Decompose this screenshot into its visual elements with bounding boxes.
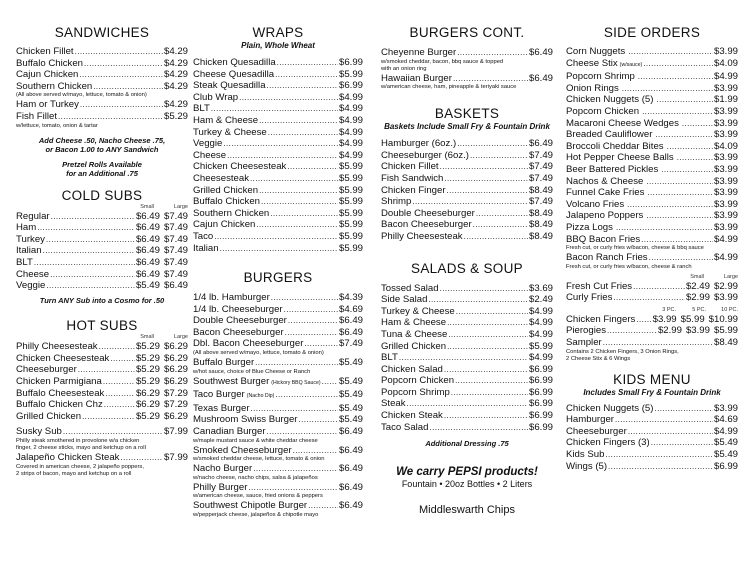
- menu-item: Shrimp ..... $7.49: [381, 196, 553, 208]
- add-cheese-note: Add Cheese .50, Nacho Cheese .75,: [38, 135, 166, 145]
- menu-item: Fish Sandwich ..... $7.49: [381, 173, 553, 185]
- menu-item: Chicken Nuggets (5) ..... $1.99: [566, 94, 738, 106]
- menu-item: Chicken Cheesesteak ..... $5.29 $6.29: [16, 353, 188, 365]
- piece-labels: 3 PC. 5 PC. 10 PC.: [662, 306, 738, 313]
- menu-item: Chicken Nuggets (5) ..... $3.99: [566, 403, 738, 415]
- menu-item: Funnel Cake Fries ..... $3.99: [566, 187, 738, 199]
- item-description: finger, 2 cheese sticks, mayo and ketchup on a roll: [16, 444, 146, 451]
- column-4: [566, 26, 738, 472]
- menu-item: Taco Burger (Nacho Dip) ..... $5.49: [193, 389, 363, 403]
- item-description: Philly steak smothered in provolone w/a chicken: [16, 437, 140, 444]
- sandwich-mayo-note: (All above served w/mayo, lettuce, tomato & onion): [16, 92, 147, 99]
- menu-item: Steak ..... $6.99: [381, 398, 553, 410]
- menu-item: Nachos & Cheese ..... $3.99: [566, 176, 738, 188]
- kids-menu-title: KIDS MENU: [613, 371, 691, 387]
- pepsi-promo: We carry PEPSI products!: [396, 465, 538, 478]
- menu-item: Chicken Steak ..... $6.99: [381, 410, 553, 422]
- menu-item: Ham ..... $6.49 $7.49: [16, 222, 188, 234]
- menu-item: Fresh Cut Fries ..... $2.49 $2.99: [566, 281, 738, 293]
- chips-promo: Middleswarth Chips: [419, 503, 515, 516]
- menu-item: Chicken Fingers ..... $3.99 $5.99 $10.99: [566, 314, 738, 326]
- menu-item: Ham or Turkey ..... $4.29: [16, 99, 188, 111]
- item-description: Covered in american cheese, 2 jalapeño poppers,: [16, 463, 144, 470]
- menu-item: Volcano Fries ..... $3.99: [566, 199, 738, 211]
- item-description: w/american cheese, sauce, fried onions & peppers: [193, 493, 323, 500]
- menu-item: Corn Nuggets ..... $3.99: [566, 46, 738, 58]
- menu-item: Curly Fries ..... $2.99 $3.99: [566, 292, 738, 304]
- menu-item: 1/4 lb. Hamburger ..... $4.39: [193, 292, 363, 304]
- hot-subs-title: HOT SUBS: [66, 318, 138, 334]
- menu-item: Southwest Chipotle Burger ..... $6.49: [193, 500, 363, 512]
- item-description: w/smoked cheddar cheese, lettuce, tomato & onion: [193, 456, 325, 463]
- menu-item: Nacho Burger ..... $6.49: [193, 463, 363, 475]
- menu-item: 1/4 lb. Cheeseburger ..... $4.69: [193, 304, 363, 316]
- pretzel-note: Pretzel Rolls Available: [62, 159, 142, 169]
- menu-item: Susky Sub ..... $7.99: [16, 426, 188, 438]
- menu-item: Breaded Cauliflower ..... $3.99: [566, 129, 738, 141]
- menu-item: Tuna & Cheese ..... $4.99: [381, 329, 553, 341]
- menu-item: Chicken Fillet ..... $7.49: [381, 161, 553, 173]
- menu-item: Cheese ..... $4.99: [193, 150, 363, 162]
- menu-item: Italian ..... $5.99: [193, 243, 363, 255]
- menu-item: Buffalo Cheesesteak ..... $6.29 $7.29: [16, 388, 188, 400]
- column-3: [381, 26, 553, 517]
- pepsi-sizes: Fountain • 20oz Bottles • 2 Liters: [401, 478, 533, 489]
- burgers-cont-title: BURGERS CONT.: [409, 25, 525, 40]
- menu-item: Chicken Fillet ..... $4.29: [16, 46, 188, 58]
- menu-item: Buffalo Burger ..... $5.49: [193, 357, 363, 369]
- burger-mayo-note: (All above served w/mayo, lettuce, tomato & onion): [193, 350, 324, 357]
- menu-item: Side Salad ..... $2.49: [381, 294, 553, 306]
- item-description: w/american cheese, ham, pineapple & teriyaki sauce: [381, 84, 517, 91]
- menu-item: Chicken Fingers (3) ..... $5.49: [566, 437, 738, 449]
- menu-item: Pierogies ..... $2.99 $3.99 $5.99: [566, 325, 738, 337]
- menu-item: BLT ..... $6.49 $7.49: [16, 257, 188, 269]
- item-description: w/hot sauce, choice of Blue Cheese or Ranch: [193, 368, 311, 375]
- menu-item: BBQ Bacon Fries ..... $4.99: [566, 234, 738, 246]
- menu-item: Turkey & Cheese ..... $4.99: [193, 127, 363, 139]
- menu-item: Bacon Ranch Fries ..... $4.99: [566, 252, 738, 264]
- menu-item: Grilled Chicken ..... $5.99: [381, 341, 553, 353]
- add-bacon-note: or Bacon 1.00 to ANY Sandwich: [45, 145, 159, 155]
- menu-item: Wings (5) ..... $6.99: [566, 461, 738, 473]
- menu-item: Buffalo Chicken Chz ..... $6.29 $7.29: [16, 399, 188, 411]
- menu-item: Chicken Salad ..... $6.99: [381, 364, 553, 376]
- menu-item: Ham & Cheese ..... $4.99: [193, 115, 363, 127]
- column-1: [16, 26, 188, 478]
- menu-item: Club Wrap ..... $4.99: [193, 92, 363, 104]
- menu-item: Cajun Chicken ..... $4.29: [16, 69, 188, 81]
- menu-item: Mushroom Swiss Burger ..... $5.49: [193, 414, 363, 426]
- menu-item: Tossed Salad ..... $3.69: [381, 283, 553, 295]
- pretzel-price-note: for an Additional .75: [66, 169, 138, 179]
- menu-item: Turkey ..... $6.49 $7.49: [16, 234, 188, 246]
- cold-subs-title: COLD SUBS: [61, 187, 143, 203]
- menu-item: Philly Cheesesteak ..... $5.29 $6.29: [16, 341, 188, 353]
- item-description: 2 Cheese Stix & 6 Wings: [566, 355, 631, 362]
- menu-item: Macaroni Cheese Wedges ..... $3.99: [566, 118, 738, 130]
- menu-item: Smoked Cheeseburger ..... $6.49: [193, 445, 363, 457]
- menu-item: Buffalo Chicken ..... $5.99: [193, 196, 363, 208]
- menu-item: Sampler ..... $8.49: [566, 337, 738, 349]
- item-description: Contains 2 Chicken Fingers, 3 Onion Rings,: [566, 348, 679, 355]
- menu-item: Cheese Stix (w/sauce) ..... $4.09: [566, 58, 738, 72]
- menu-item: Onion Rings ..... $3.99: [566, 83, 738, 95]
- menu-item: Popcorn Chicken ..... $3.99: [566, 106, 738, 118]
- side-orders-title: SIDE ORDERS: [603, 25, 701, 40]
- menu-item: Chicken Quesadilla ..... $6.99: [193, 57, 363, 69]
- menu-item: Double Cheeseburger ..... $8.49: [381, 208, 553, 220]
- menu-item: Veggie ..... $4.99: [193, 138, 363, 150]
- menu-item: Italian ..... $6.49 $7.49: [16, 245, 188, 257]
- menu-item: Philly Burger ..... $6.49: [193, 482, 363, 494]
- menu-item: Ham & Cheese ..... $4.99: [381, 317, 553, 329]
- size-labels: Small Large: [690, 273, 738, 280]
- menu-item: Chicken Cheesesteak ..... $5.99: [193, 161, 363, 173]
- menu-item: Hamburger (6oz.) ..... $6.49: [381, 138, 553, 150]
- menu-item: Regular ..... $6.49 $7.49: [16, 211, 188, 223]
- baskets-subtitle: Baskets Include Small Fry & Fountain Drink: [384, 122, 550, 132]
- menu-item: Popcorn Shrimp ..... $4.99: [566, 71, 738, 83]
- menu-item: Hawaiian Burger ..... $6.49: [381, 73, 553, 85]
- menu-item: Popcorn Shrimp ..... $6.99: [381, 387, 553, 399]
- sandwiches-title: SANDWICHES: [54, 25, 150, 40]
- menu-item: Jalapeno Poppers ..... $3.99: [566, 210, 738, 222]
- menu-item: Cajun Chicken ..... $5.99: [193, 219, 363, 231]
- size-labels: Small Large: [140, 334, 188, 341]
- menu-item: Beer Battered Pickles ..... $3.99: [566, 164, 738, 176]
- menu-item: Broccoli Cheddar Bites ..... $4.09: [566, 141, 738, 153]
- menu-item: Taco ..... $5.99: [193, 231, 363, 243]
- menu-item: Texas Burger ..... $5.49: [193, 403, 363, 415]
- menu-item: Canadian Burger ..... $6.49: [193, 426, 363, 438]
- wraps-subtitle: Plain, Whole Wheat: [241, 41, 315, 50]
- baskets-title: BASKETS: [434, 106, 500, 122]
- menu-item: Southern Chicken ..... $4.29: [16, 81, 188, 93]
- menu-item: Fish Fillet ..... $5.29: [16, 111, 188, 123]
- menu-item: Steak Quesadilla ..... $6.99: [193, 80, 363, 92]
- menu-item: Jalapeño Chicken Steak ..... $7.99: [16, 452, 188, 464]
- menu-item: Dbl. Bacon Cheeseburger ..... $7.49: [193, 338, 363, 350]
- menu-item: Turkey & Cheese ..... $4.99: [381, 306, 553, 318]
- menu-item: Cheeseburger ..... $4.99: [566, 426, 738, 438]
- fish-note: w/lettuce, tomato, onion & tartar: [16, 122, 98, 129]
- menu-item: Buffalo Chicken ..... $4.29: [16, 58, 188, 70]
- menu-item: BLT ..... $4.99: [193, 103, 363, 115]
- menu-item: Cheesesteak ..... $5.99: [193, 173, 363, 185]
- wraps-title: WRAPS: [252, 25, 304, 40]
- menu-item: Cheyenne Burger ..... $6.49: [381, 47, 553, 59]
- size-labels: Small Large: [140, 203, 188, 210]
- menu-item: Cheeseburger (6oz.) ..... $7.49: [381, 150, 553, 162]
- item-description: w/pepperjack cheese, jalapeños & chipotle mayo: [193, 512, 319, 518]
- menu-item: Taco Salad ..... $6.99: [381, 422, 553, 434]
- menu-item: Southern Chicken ..... $5.99: [193, 208, 363, 220]
- menu-item: BLT ..... $4.99: [381, 352, 553, 364]
- column-2: [193, 26, 363, 519]
- dressing-note: Additional Dressing .75: [425, 439, 509, 449]
- menu-item: Chicken Parmigiana ..... $5.29 $6.29: [16, 376, 188, 388]
- menu-item: Bacon Cheeseburger ..... $6.49: [193, 327, 363, 339]
- cosmo-note: Turn ANY Sub into a Cosmo for .50: [39, 295, 165, 305]
- item-description: with an onion ring: [381, 65, 427, 72]
- menu-item: Cheeseburger ..... $5.29 $6.29: [16, 364, 188, 376]
- burgers-title: BURGERS: [243, 270, 313, 286]
- item-description: w/smoked cheddar, bacon, bbq sauce & topped: [381, 58, 504, 65]
- menu-item: Hot Pepper Cheese Balls ..... $3.99: [566, 152, 738, 164]
- menu-item: Kids Sub ..... $5.49: [566, 449, 738, 461]
- menu-item: Chicken Finger ..... $8.49: [381, 185, 553, 197]
- menu-item: Cheese Quesadilla ..... $5.99: [193, 69, 363, 81]
- menu-item: Double Cheeseburger ..... $6.49: [193, 315, 363, 327]
- menu-item: Philly Cheesesteak ..... $8.49: [381, 231, 553, 243]
- item-description: w/nacho cheese, nacho chips, salsa & jalapeños: [193, 474, 318, 481]
- menu-item: Cheese ..... $6.49 $7.49: [16, 269, 188, 281]
- menu-item: Grilled Chicken ..... $5.29 $6.29: [16, 411, 188, 423]
- menu-item: Pizza Logs ..... $3.99: [566, 222, 738, 234]
- item-description: 2 strips of bacon, mayo and ketchup on a roll: [16, 470, 132, 477]
- salads-title: SALADS & SOUP: [411, 260, 523, 276]
- menu-item: Southwest Burger (Hickory BBQ Sauce) ..... $5.49: [193, 376, 363, 390]
- item-description: w/maple mustard sauce & white cheddar cheese: [193, 437, 318, 444]
- kids-menu-subtitle: Includes Small Fry & Fountain Drink: [583, 387, 721, 397]
- menu-item: Grilled Chicken ..... $5.99: [193, 185, 363, 197]
- menu-item: Popcorn Chicken ..... $6.99: [381, 375, 553, 387]
- item-description: Fresh cut, or curly fries w/bacon, cheese & ranch: [566, 263, 692, 270]
- menu-item: Veggie ..... $5.49 $6.49: [16, 280, 188, 292]
- item-description: Fresh cut, or curly fries w/bacon, cheese & bbq sauce: [566, 245, 704, 252]
- menu-item: Hamburger ..... $4.69: [566, 414, 738, 426]
- menu-item: Bacon Cheeseburger ..... $8.49: [381, 219, 553, 231]
